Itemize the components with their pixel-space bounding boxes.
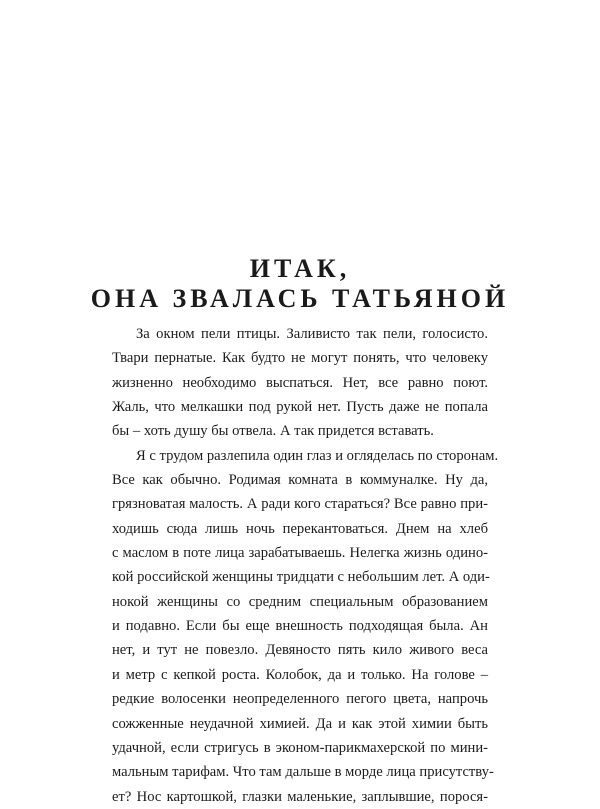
text-line: бы – хоть душу бы отвела. А так придется вставать. bbox=[112, 423, 434, 440]
text-line: и метр с кепкой роста. Колобок, да и только. На голове – bbox=[112, 666, 488, 683]
text-line: с маслом в поте лица зарабатываешь. Нелегка жизнь одино- bbox=[112, 545, 488, 562]
text-line: жизненно необходимо выспаться. Нет, все равно поют. bbox=[112, 374, 488, 391]
text-line: ет? Нос картошкой, глазки маленькие, заплывшие, порося- bbox=[112, 788, 488, 805]
chapter-title-line-1: ИТАК, bbox=[249, 254, 351, 283]
chapter-title-line-2: ОНА ЗВАЛАСЬ ТАТЬЯНОЙ bbox=[90, 284, 510, 313]
text-line: Жаль, что мелкашки под рукой нет. Пусть даже не попала bbox=[112, 399, 488, 416]
text-line: мальным тарифам. Что там дальше в морде лица присутству- bbox=[112, 764, 494, 781]
text-line: За окном пели птицы. Заливисто так пели, голосисто. bbox=[136, 326, 488, 342]
chapter-body bbox=[112, 322, 499, 809]
text-line: Я с трудом разлепила один глаз и огляделась по сторонам. bbox=[136, 447, 499, 464]
text-line: грязноватая малость. А ради кого стараться? Все равно при- bbox=[112, 496, 488, 513]
text-line: и подавно. Если бы еще внешность подходящая была. Ан bbox=[112, 618, 488, 635]
text-line: Твари пернатые. Как будто не могут понять, что человеку bbox=[112, 350, 488, 367]
text-line: сожженные неудачной химией. Да и как этой химии быть bbox=[112, 715, 488, 732]
text-line: ходишь сюда лишь ночь перекантоваться. Днем на хлеб bbox=[112, 520, 488, 537]
text-line: нокой женщины со средним специальным образованием bbox=[112, 593, 488, 610]
text-line: нет, и тут не повезло. Девяносто пять кило живого веса bbox=[112, 642, 488, 659]
text-line: кой российской женщины тридцати с небольшим лет. А оди- bbox=[112, 569, 490, 586]
text-line: удачной, если стригусь в эконом-парикмахерской по мини- bbox=[112, 739, 488, 756]
text-line: Все как обычно. Родимая комната в коммуналке. Ну да, bbox=[112, 472, 488, 489]
text-line: редкие волосенки неопределенного пегого цвета, напрочь bbox=[112, 691, 488, 708]
